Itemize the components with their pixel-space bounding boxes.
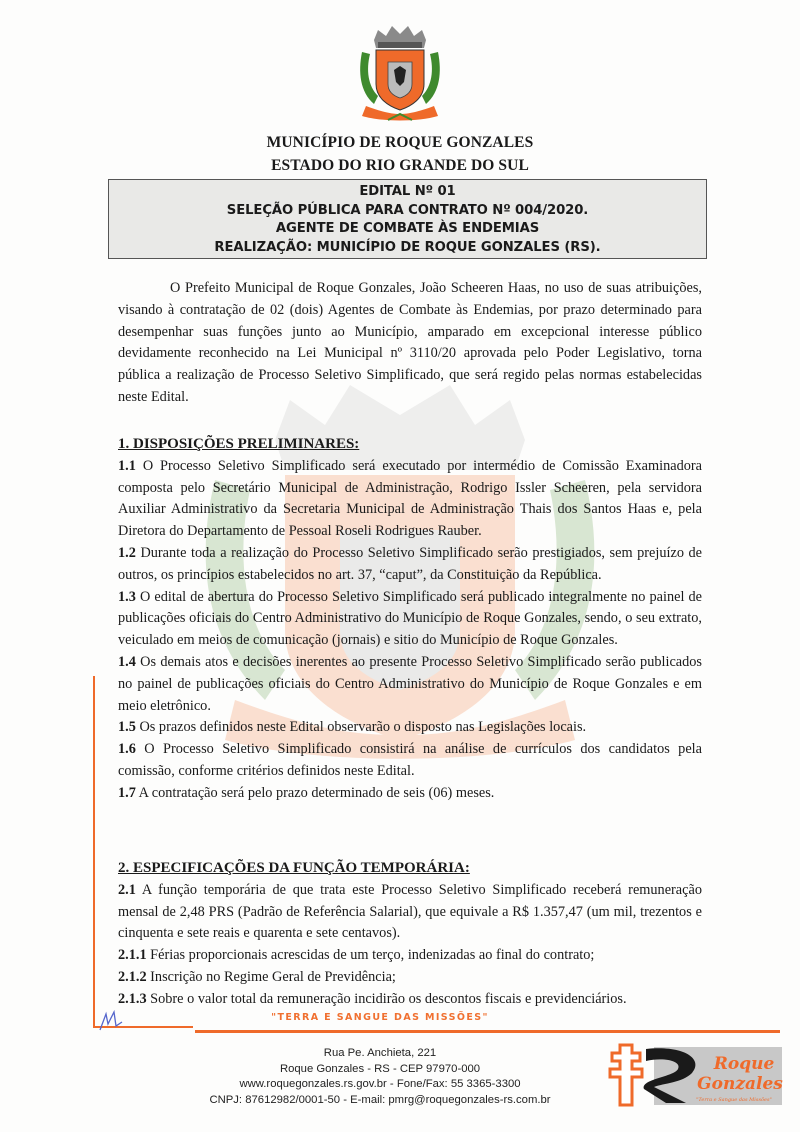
clause	[118, 739, 702, 783]
footer-divider	[195, 1030, 780, 1033]
footer-city: Roque Gonzales - RS - CEP 97970-000	[279, 1062, 481, 1075]
clause-text: Férias proporcionais acrescidas de um terço, indenizadas ao final do contrato;	[150, 947, 595, 964]
state-name: ESTADO DO RIO GRANDE DO SUL	[271, 157, 529, 174]
motto: "TERRA E SANGUE DAS MISSÕES"	[271, 1012, 489, 1023]
clause	[118, 783, 702, 805]
clause	[118, 967, 702, 989]
clause-number: 1.2	[118, 544, 136, 561]
footer-contact	[180, 1046, 580, 1108]
clause	[118, 989, 702, 1011]
clause-text: O Processo Seletivo Simplificado será executado por intermédio de Comissão Examinadora composta pelo Secretário Municipal de Administração, Rodrigo Issler Scheeren, pela servidora Auxiliar Administrativo da Secretaria Municipal de Administração Thais dos Santos Haas e, pela Diretora do Departamento de Pessoal Roseli Rodrigues Rauber.	[118, 457, 702, 540]
section-temporary-function	[118, 858, 702, 1011]
clause	[118, 587, 702, 652]
clause-number: 1.4	[118, 653, 136, 670]
clause-text: A função temporária de que trata este Processo Seletivo Simplificado receberá remuneração mensal de 2,48 PRS (Padrão de Referência Salarial), que equivale a R$ 1.357,47 (um mil, trezentos e cinquenta e sete reais e quarenta e sete centavos).	[118, 881, 702, 942]
clause-text: A contratação será pelo prazo determinado de seis (06) meses.	[138, 784, 495, 801]
clause-number: 1.1	[118, 457, 136, 474]
clause	[118, 945, 702, 967]
clause-number: 2.1.2	[118, 968, 147, 985]
clause-number: 1.5	[118, 719, 136, 736]
section-2-heading: 2. ESPECIFICAÇÕES DA FUNÇÃO TEMPORÁRIA:	[118, 860, 470, 876]
clause-text: Inscrição no Regime Geral de Previdência;	[150, 968, 396, 985]
logo-name-line1: Roque	[713, 1054, 775, 1074]
clause-text: Os prazos definidos neste Edital observarão o disposto nas Legislações locais.	[139, 719, 587, 736]
coat-of-arms-icon	[352, 22, 448, 126]
clause-text: Os demais atos e decisões inerentes ao presente Processo Seletivo Simplificado serão publicados no painel de publicações oficiais do Centro Administrativo do Município de Roque Gonzales e em meio eletrônico.	[118, 653, 702, 714]
clause	[118, 880, 702, 945]
organizer: REALIZAÇÃO: MUNICÍPIO DE ROQUE GONZALES (RS).	[214, 239, 601, 255]
logo-name-line2: Gonzales	[697, 1074, 783, 1094]
clause-text: O Processo Seletivo Simplificado consistirá na análise de currículos dos candidatos pela comissão, conforme critérios definidos neste Edital.	[118, 741, 702, 779]
clause-number: 2.1.3	[118, 990, 147, 1007]
edital-title-box	[108, 179, 707, 259]
clause-text: Durante toda a realização do Processo Seletivo Simplificado serão prestigiados, sem prejuízo de outros, os princípios estabelecidos no art. 37, “caput”, da Constituição da República.	[118, 544, 703, 583]
contract-title: SELEÇÃO PÚBLICA PARA CONTRATO Nº 004/2020.	[226, 202, 589, 218]
logo-tagline: "Terra e Sangue das Missões"	[696, 1097, 772, 1103]
footer-address: Rua Pe. Anchieta, 221	[323, 1047, 437, 1059]
clause-text: Sobre o valor total da remuneração incidirão os descontos fiscais e previdenciários.	[150, 990, 627, 1007]
clause-number: 1.6	[118, 741, 136, 758]
intro-paragraph: O Prefeito Municipal de Roque Gonzales, João Scheeren Haas, no uso de suas atribuições, visando à contratação de 02 (dois) Agentes de Combate às Endemias, por prazo determinado para desempenhar suas funções junto ao Município, amparado em excepcional interesse público devidamente reconhecido na Lei Municipal nº 3110/20 aprovada pelo Poder Legislativo, torna pública a realização de Processo Seletivo Simplificado, que será regido pelas normas estabelecidas neste Edital.	[118, 280, 702, 405]
clause	[118, 717, 702, 739]
edital-number: EDITAL Nº 01	[359, 184, 456, 199]
footer-web-phone: www.roquegonzales.rs.gov.br - Fone/Fax: 55 3365-3300	[239, 1078, 521, 1090]
clause-text: O edital de abertura do Processo Seletivo Simplificado será publicado integralmente no painel de publicações oficiais do Centro Administrativo do Município de Roque Gonzales, sendo, o seu extrato, veiculado em meios de comunicação (jornais) e sitio do Município de Roque Gonzales.	[118, 588, 703, 649]
section-preliminary	[118, 434, 702, 805]
clause-number: 2.1.1	[118, 947, 147, 964]
margin-line-vertical	[93, 676, 95, 1028]
initials-signature-icon	[98, 1008, 124, 1032]
clause	[118, 456, 702, 543]
clause-number: 1.3	[118, 588, 136, 605]
clause	[118, 652, 702, 717]
footer-cnpj-email: CNPJ: 87612982/0001-50 - E-mail: pmrg@roquegonzales-rs.com.br	[209, 1093, 551, 1106]
clause	[118, 543, 702, 587]
clause-number: 2.1	[118, 881, 136, 898]
position-title: AGENTE DE COMBATE ÀS ENDEMIAS	[275, 221, 540, 236]
roque-gonzales-logo	[604, 1039, 784, 1109]
municipality-name: MUNICÍPIO DE ROQUE GONZALES	[266, 134, 534, 151]
section-1-heading: 1. DISPOSIÇÕES PRELIMINARES:	[118, 436, 360, 452]
clause-number: 1.7	[118, 784, 136, 801]
